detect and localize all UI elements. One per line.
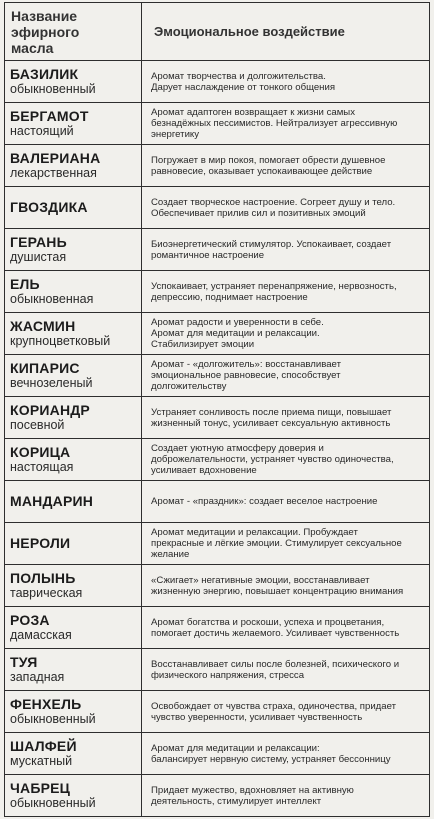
emotional-effect-cell [142,145,430,187]
effect-text-line: Погружает в мир покоя, помогает обрести душевное [151,154,386,166]
table-body [5,61,430,817]
emotional-effect-cell [142,565,430,607]
effect-text-line: Создает уютную атмосферу доверия и [151,443,324,454]
oil-name-cell [5,61,142,103]
oil-name-cell [5,733,142,775]
emotional-effect-cell [142,103,430,145]
oil-name-cell [5,775,142,817]
effect-text-line: Аромат творчества и долгожительства. [151,70,326,82]
emotional-effect-cell [142,481,430,523]
oil-name: ЖАСМИН [10,317,76,334]
header-oil-name-line: эфирного [11,23,80,40]
emotional-effect-cell [142,439,430,481]
table-row [5,481,430,523]
oil-name-cell [5,649,142,691]
oil-name-cell [5,229,142,271]
table-row [5,397,430,439]
effect-text-line: «Сжигает» негативные эмоции, восстанавливает [151,574,370,586]
effect-text-line: Аромат - «праздник»: создает веселое настроение [151,496,378,507]
effect-text-line: энергетику [151,129,200,140]
oil-name-cell [5,565,142,607]
oil-name: ВАЛЕРИАНА [10,149,101,166]
oil-name: ПОЛЫНЬ [10,569,76,586]
oil-species: дамасская [10,627,72,642]
header-emotional-effect: Эмоциональное воздействие [142,3,430,61]
oil-species: настоящий [10,123,74,138]
oil-species: лекарственная [10,165,97,180]
table-row [5,649,430,691]
effect-text-line: доброжелательности, устраняет чувство одиночества, [151,454,394,465]
table-row [5,439,430,481]
table-row [5,523,430,565]
table-row [5,355,430,397]
oil-name: БАЗИЛИК [10,65,79,82]
oil-name: КОРИЦА [10,443,71,460]
table-row [5,187,430,229]
emotional-effect-cell [142,271,430,313]
table-row [5,229,430,271]
oil-species: крупноцветковый [10,333,111,348]
oil-name: РОЗА [10,611,50,628]
table-row [5,733,430,775]
table-row [5,61,430,103]
effect-text-line: Аромат для медитации и релаксации. [151,328,320,339]
oil-name: НЕРОЛИ [10,535,71,551]
emotional-effect-cell [142,733,430,775]
oil-name-cell [5,187,142,229]
oil-name-cell [5,439,142,481]
oil-name-cell [5,355,142,397]
emotional-effect-cell [142,649,430,691]
oil-name-cell [5,523,142,565]
effect-text-line: прекрасные и лёгкие эмоции. Стимулирует сексуальное [151,538,402,549]
emotional-effect-cell [142,691,430,733]
effect-text-line: Аромат медитации и релаксации. Пробуждает [151,527,358,538]
effect-text-line: безнадёжных пессимистов. Нейтрализует агрессивную [151,118,398,129]
oil-name-cell [5,481,142,523]
effect-text-line: физического напряжения, стресса [151,669,305,681]
oil-name: МАНДАРИН [10,493,94,509]
oil-species: обыкновенная [10,291,94,306]
header-oil-name-line: масла [11,39,54,56]
effect-text-line: Устраняет сонливость после приема пищи, повышает [151,406,392,418]
oil-name: ГВОЗДИКА [10,199,88,215]
effect-text-line: деятельность, стимулирует интеллект [151,795,322,807]
effect-text-line: Аромат адаптоген возвращает к жизни самых [151,107,355,118]
effect-text-line: Обеспечивает прилив сил и позитивных эмоций [151,207,366,219]
table-row [5,313,430,355]
effect-text-line: долгожительству [151,381,227,392]
effect-text-line: равновесие, оказывает успокаивающее действие [151,165,373,177]
oil-name-cell [5,691,142,733]
effect-text-line: Успокаивает, устраняет перенапряжение, нервозность, [151,280,397,292]
oil-name-cell [5,313,142,355]
oil-species: обыкновенный [10,711,96,726]
effect-text-line: Придает мужество, вдохновляет на активную [151,784,354,796]
emotional-effect-cell [142,523,430,565]
oil-name: ШАЛФЕЙ [10,737,77,754]
effect-text-line: Создает творческое настроение. Согреет душу и тело. [151,196,396,208]
emotional-effect-cell [142,775,430,817]
effect-text-line: помогает достичь желаемого. Усиливает чувственность [151,627,400,639]
header-oil-name-line: Название [11,7,78,24]
effect-text-line: балансирует нервную систему, устраняет бессонницу [151,753,391,765]
effect-text-line: Аромат богатства и роскоши, успеха и процветания, [151,616,385,628]
table-row [5,565,430,607]
emotional-effect-cell [142,607,430,649]
effect-text-line: Освобождает от чувства страха, одиночества, придает [151,700,397,712]
effect-text-line: усиливает вдохновение [151,465,257,476]
table-row [5,103,430,145]
table-header-row [5,3,430,61]
oil-name: КИПАРИС [10,359,80,376]
effect-text-line: жизненную энергию, повышает концентрацию внимания [151,585,404,597]
table-row [5,271,430,313]
oil-name-cell [5,271,142,313]
oil-name-cell [5,145,142,187]
table-row [5,607,430,649]
effect-text-line: жизненный тонус, усиливает сексуальную активность [151,417,391,429]
effect-text-line: чувство уверенности, усиливает чувственность [151,711,363,723]
effect-text-line: Биоэнергетический стимулятор. Успокаивает, создает [151,238,392,250]
effect-text-line: Стабилизирует эмоции [151,339,255,350]
oil-species: настоящая [10,459,74,474]
emotional-effect-cell [142,61,430,103]
oil-name: ЕЛЬ [10,275,40,292]
oil-species: душистая [10,249,67,264]
table-row [5,775,430,817]
oil-name-cell [5,607,142,649]
oil-species: обыкновенный [10,81,96,96]
effect-text-line: Дарует наслаждение от тонкого общения [151,81,336,93]
emotional-effect-cell [142,229,430,271]
header-oil-name [5,3,142,61]
effect-text-line: Аромат радости и уверенности в себе. [151,317,324,328]
effect-text-line: эмоциональное равновесие, способствует [151,370,341,381]
oil-name: КОРИАНДР [10,401,90,418]
oil-name: ГЕРАНЬ [10,233,67,250]
emotional-effect-cell [142,397,430,439]
oil-name: ФЕНХЕЛЬ [10,695,82,712]
table-row [5,691,430,733]
emotional-effect-cell [142,187,430,229]
oil-species: западная [10,669,65,684]
effect-text-line: желание [151,549,190,560]
oil-species: вечнозеленый [10,375,93,390]
effect-text-line: депрессию, поднимает настроение [151,291,308,303]
oil-name: БЕРГАМОТ [10,107,89,124]
effect-text-line: Аромат для медитации и релаксации: [151,742,320,754]
emotional-effect-cell [142,313,430,355]
oil-species: таврическая [10,585,83,600]
oil-species: мускатный [10,753,73,768]
oil-species: обыкновенный [10,795,96,810]
emotional-effect-cell [142,355,430,397]
oil-name: ТУЯ [10,653,38,670]
effect-text-line: романтичное настроение [151,249,265,261]
oil-name-cell [5,103,142,145]
effect-text-line: Восстанавливает силы после болезней, психического и [151,658,400,670]
oil-name-cell [5,397,142,439]
effect-text-line: Аромат - «долгожитель»: восстанавливает [151,359,341,370]
oil-name: ЧАБРЕЦ [10,779,71,796]
essential-oils-table [4,2,430,817]
oils-table-page [4,2,430,817]
oil-species: посевной [10,417,65,432]
table-row [5,145,430,187]
